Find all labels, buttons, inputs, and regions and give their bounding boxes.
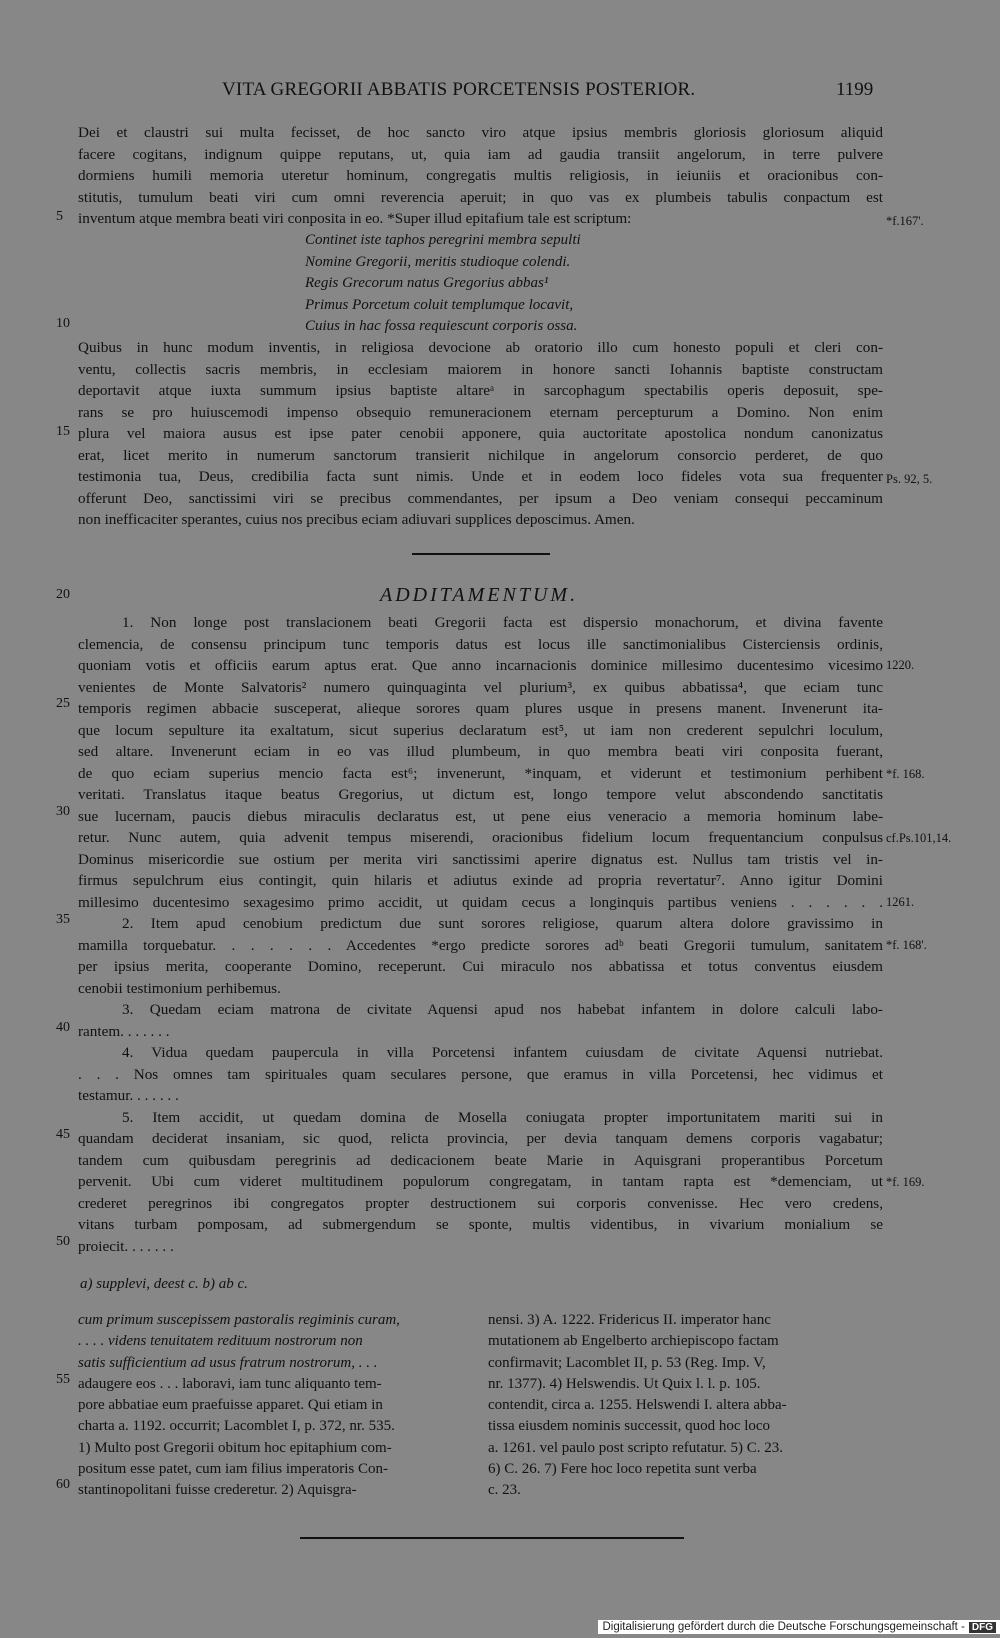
credit-text: Digitalisierung gefördert durch die Deutsche Forschungsgemeinschaft - [602,1621,965,1633]
footnote-line: tissa eiusdem nominis successit, quod hoc loco [488,1418,771,1435]
text-line: mamilla torquebatur. . . . . . . Accedentes *ergo predicte sorores adᵇ beati Gregorii tumulum, sanitatem [78,936,883,954]
text-line: inventum atque membra beati viri conposita in eo. *Super illud epitafium tale est scriptum: [78,210,632,227]
footnote-line: c. 23. [488,1482,521,1499]
text-line: facere cogitans, indignum quippe reputans, ut, quia iam ad gaudia transiit angelorum, in terre pulvere [78,145,883,163]
text-line: vitans turbam pomposam, ad submergendum se sponte, multis videntibus, in vivarium monialium se [78,1216,883,1233]
footnote-line: adaugere eos . . . laboravi, iam tunc aliquanto tem- [78,1375,382,1392]
running-header: VITA GREGORII ABBATIS PORCETENSIS POSTERIOR. [222,79,696,100]
text-line: clemencia, de consensu principum tunc temporis datus est locus ille sanctimonialibus Cisterciensis ordinis, [78,635,883,653]
line-number: 35 [56,912,70,927]
margin-note: 1261. [886,895,915,909]
text-line: millesimo ducentesimo sexagesimo primo accidit, ut quidam cecus a longinquis partibus veniens . . . . . . [78,893,883,911]
line-number: 25 [56,696,70,711]
text-line: sue lucernam, paucis diebus miraculis declaratus est, ut pene eius veneracio a memoria hominum labe- [78,807,883,825]
dfg-logo: DFG [969,1622,996,1633]
section-rule [412,553,550,555]
text-line: stitutis, tumulum beati viri cum omni reverencia aperuit; in quo vas ex plumbeis tabulis conpactum est [78,188,883,206]
text-line: per ipsius merita, cooperante Domino, receperunt. Cui miraculo nos abbatissa et totus conventus eiusdem [78,958,883,975]
footnote-line: positum esse patet, cum iam filius imperatoris Con- [78,1461,388,1478]
text-line: erat, licet merito in numerum sanctorum transierit nichilque in angelorum consorcio perderet, de quo [78,446,883,464]
text-line: . . . Nos omnes tam spirituales quam seculares persone, que eramus in villa Porcetensi, hec vidimus et [78,1065,883,1083]
text-line: que locum sepulture ita exaltatum, sicut superius declaratum est⁵, ut iam non crederent sepulchri loculum, [78,721,883,739]
line-number: 15 [56,424,70,439]
digitization-credit [598,1620,1000,1634]
line-number: 45 [56,1127,70,1142]
line-number: 10 [56,316,70,331]
paragraph-1 [78,122,883,230]
margin-note: Ps. 92, 5. [886,472,933,486]
text-line: 5. Item accidit, ut quedam domina de Mosella coniugata propter importunitatem mariti sui in [122,1108,883,1126]
text-line: Quibus in hunc modum inventis, in religiosa devocione ab oratorio illo cum honesto populi et cleri con- [78,339,883,356]
text-line: Dominus misericordie sue ostium per merita viri sanctissimi aperire dignatus est. Nullus tam tristis vel in- [78,850,883,868]
footnote-column-right [488,1310,883,1502]
margin-note: *f.167'. [886,214,924,228]
text-line: firmus sepulchrum eius contingit, quin hilaris et adiutus exinde ad propria revertatur⁷. Anno igitur Domini [78,872,883,889]
text-line: Dei et claustri sui multa fecisset, de hoc sancto viro atque ipsius membris gloriosis gloriosum aliquid [78,124,883,141]
text-line: ventu, collectis sacris membris, in ecclesiam maiorem in honore sancti Iohannis baptiste constructam [78,360,883,378]
text-line: dormiens humili memoria uteretur hominum, congregatis multis religiosis, in ieiuniis et oracionibus con- [78,167,883,184]
text-line: cenobii testimonium perhibemus. [78,979,281,997]
text-line: non inefficaciter sperantes, cuius nos precibus eciam adiuvari supplices deposcimus. Amen. [78,511,635,528]
margin-note: cf.Ps.101,14. [886,831,952,845]
line-number: 55 [56,1372,70,1387]
footnote-line: confirmavit; Lacomblet II, p. 53 (Reg. Imp. V, [488,1354,766,1371]
line-number: 30 [56,804,70,819]
line-number: 50 [56,1234,70,1249]
text-line: proiecit. . . . . . . [78,1237,174,1255]
footnote-line: satis sufficientium ad usus fratrum nostrorum, . . . [78,1354,378,1371]
text-line: temporis regimen abbacie susceperat, alieque sorores quam plures usque in presens manent. Invenerunt ita- [78,700,883,717]
text-line: crederet peregrinos ibi congregatos propter destructionem sui corporis convenisse. Hec vero credens, [78,1194,883,1212]
footnote-line: contendit, circa a. 1255. Helswendi I. altera abba- [488,1397,787,1414]
text-line: retur. Nunc autem, quia advenit tempus miserendi, oracionibus fidelium locum frequentancium conpulsus [78,829,883,846]
footnote-line: pore abbatiae eum praefuisse apparet. Qui etiam in [78,1397,383,1414]
line-number: 20 [56,587,70,602]
text-line: offerunt Deo, sanctissimi viri se precibus commendantes, per ipsum a Deo veniam consequi peccaminum [78,489,883,507]
verse-line: Regis Grecorum natus Gregorius abbas¹ [305,275,549,291]
text-line: rans se pro huiuscemodi impenso obsequio remuneracionem eternam percepturum a Domino. Non enim [78,403,883,421]
text-line: quandam deciderat insaniam, sic quod, relicta provincia, per devia tanquam demens corporis vagabatur; [78,1130,883,1147]
text-line: rantem. . . . . . . [78,1022,170,1040]
text-line: sed altare. Invenerunt eciam in eo vas illud plumbeum, in quo membra beati viri conposita fuerant, [78,743,883,760]
paragraph-2 [78,337,883,531]
footnote-line: 6) C. 26. 7) Fere hoc loco repetita sunt verba [488,1461,757,1478]
margin-note: *f. 168'. [886,938,927,952]
paragraph-3 [78,612,883,1257]
text-line: 4. Vidua quedam paupercula in villa Porcetensi infantem cuiusdam de civitate Aquensi nutriebat. [122,1044,883,1061]
line-number: 40 [56,1020,70,1035]
footnote-line: nensi. 3) A. 1222. Fridericus II. imperator hanc [488,1312,771,1328]
text-line: veritati. Translatus itaque beatus Gregorius, ut dictum est, longo tempore velut abscondendo sanctitatis [78,786,883,803]
verse-line: Primus Porcetum coluit templumque locavit, [305,296,574,313]
footnote-line: . . . . videns tenuitatem redituum nostrorum non [78,1333,363,1350]
verse-line: Cuius in hac fossa requiescunt corporis ossa. [305,318,578,334]
line-number: 5 [56,209,63,224]
footnote-line: charta a. 1192. occurrit; Lacomblet I, p. 372, nr. 535. [78,1418,395,1435]
footnote-line: a. 1261. vel paulo post scripto refutatur. 5) C. 23. [488,1439,783,1456]
text-line: plura vel maiora ausus est ipse pater cenobii apponere, quia auctoritate apostolica nondum canonizatus [78,425,883,442]
text-line: testamur. . . . . . . [78,1087,179,1104]
text-line: 1. Non longe post translacionem beati Gregorii facta est dispersio monachorum, et divina favente [122,614,883,631]
section-title: ADDITAMENTUM. [380,584,579,606]
text-line: 3. Quedam eciam matrona de civitate Aquensi apud nos habebat infantem in dolore calculi labo- [122,1001,883,1018]
footnote-column-left [78,1310,473,1502]
text-line: testimonia tua, Deus, credibilia facta sunt nimis. Unde et in eodem loco fideles vota sua frequenter [78,468,883,485]
footnote-line: nr. 1377). 4) Helswendis. Ut Quix l. l. p. 105. [488,1375,761,1392]
textual-notes: a) supplevi, deest c. b) ab c. [80,1276,248,1292]
epitaph-verse [305,230,581,338]
text-line: venientes de Monte Salvatoris² numero quinquaginta vel plurium³, ex quibus abbatissa⁴, que eciam tunc [78,678,883,696]
text-line: deportavit atque iuxta summum ipsius baptiste altareᵃ in sarcophagum spectabilis operis deposuit, spe- [78,382,883,399]
page-number: 1199 [836,79,874,100]
end-rule [300,1537,684,1539]
margin-note: *f. 168. [886,767,925,781]
line-number: 60 [56,1477,70,1492]
text-line: 2. Item apud cenobium predictum due sunt sorores religiose, quarum altera dolore gravissimo in [122,915,883,932]
footnote-line: cum primum suscepissem pastoralis regiminis curam, [78,1312,400,1328]
text-line: tandem cum quibusdam peregrinis ad dedicacionem beate Marie in Aquisgrani properantibus Porcetum [78,1151,883,1169]
verse-line: Continet iste taphos peregrini membra sepulti [305,232,581,248]
footnote-line: stantinopolitani fuisse crederetur. 2) Aquisgra- [78,1482,357,1499]
text-line: quoniam votis et officiis earum aptus erat. Que anno incarnacionis dominice millesimo ducentesimo vicesimo [78,657,883,674]
footnote-line: 1) Multo post Gregorii obitum hoc epitaphium com- [78,1439,392,1456]
margin-note: *f. 169. [886,1175,925,1189]
text-line: pervenit. Ubi cum videret multitudinem populorum congregatam, in tantam rapta est *demenciam, ut [78,1173,883,1190]
text-line: de quo eciam superius mencio facta est⁶; invenerunt, *inquam, et viderunt et testimonium perhibent [78,764,883,782]
margin-note: 1220. [886,658,915,672]
verse-line: Nomine Gregorii, meritis studioque colendi. [305,253,571,270]
footnote-line: mutationem ab Engelberto archiepiscopo factam [488,1333,779,1350]
